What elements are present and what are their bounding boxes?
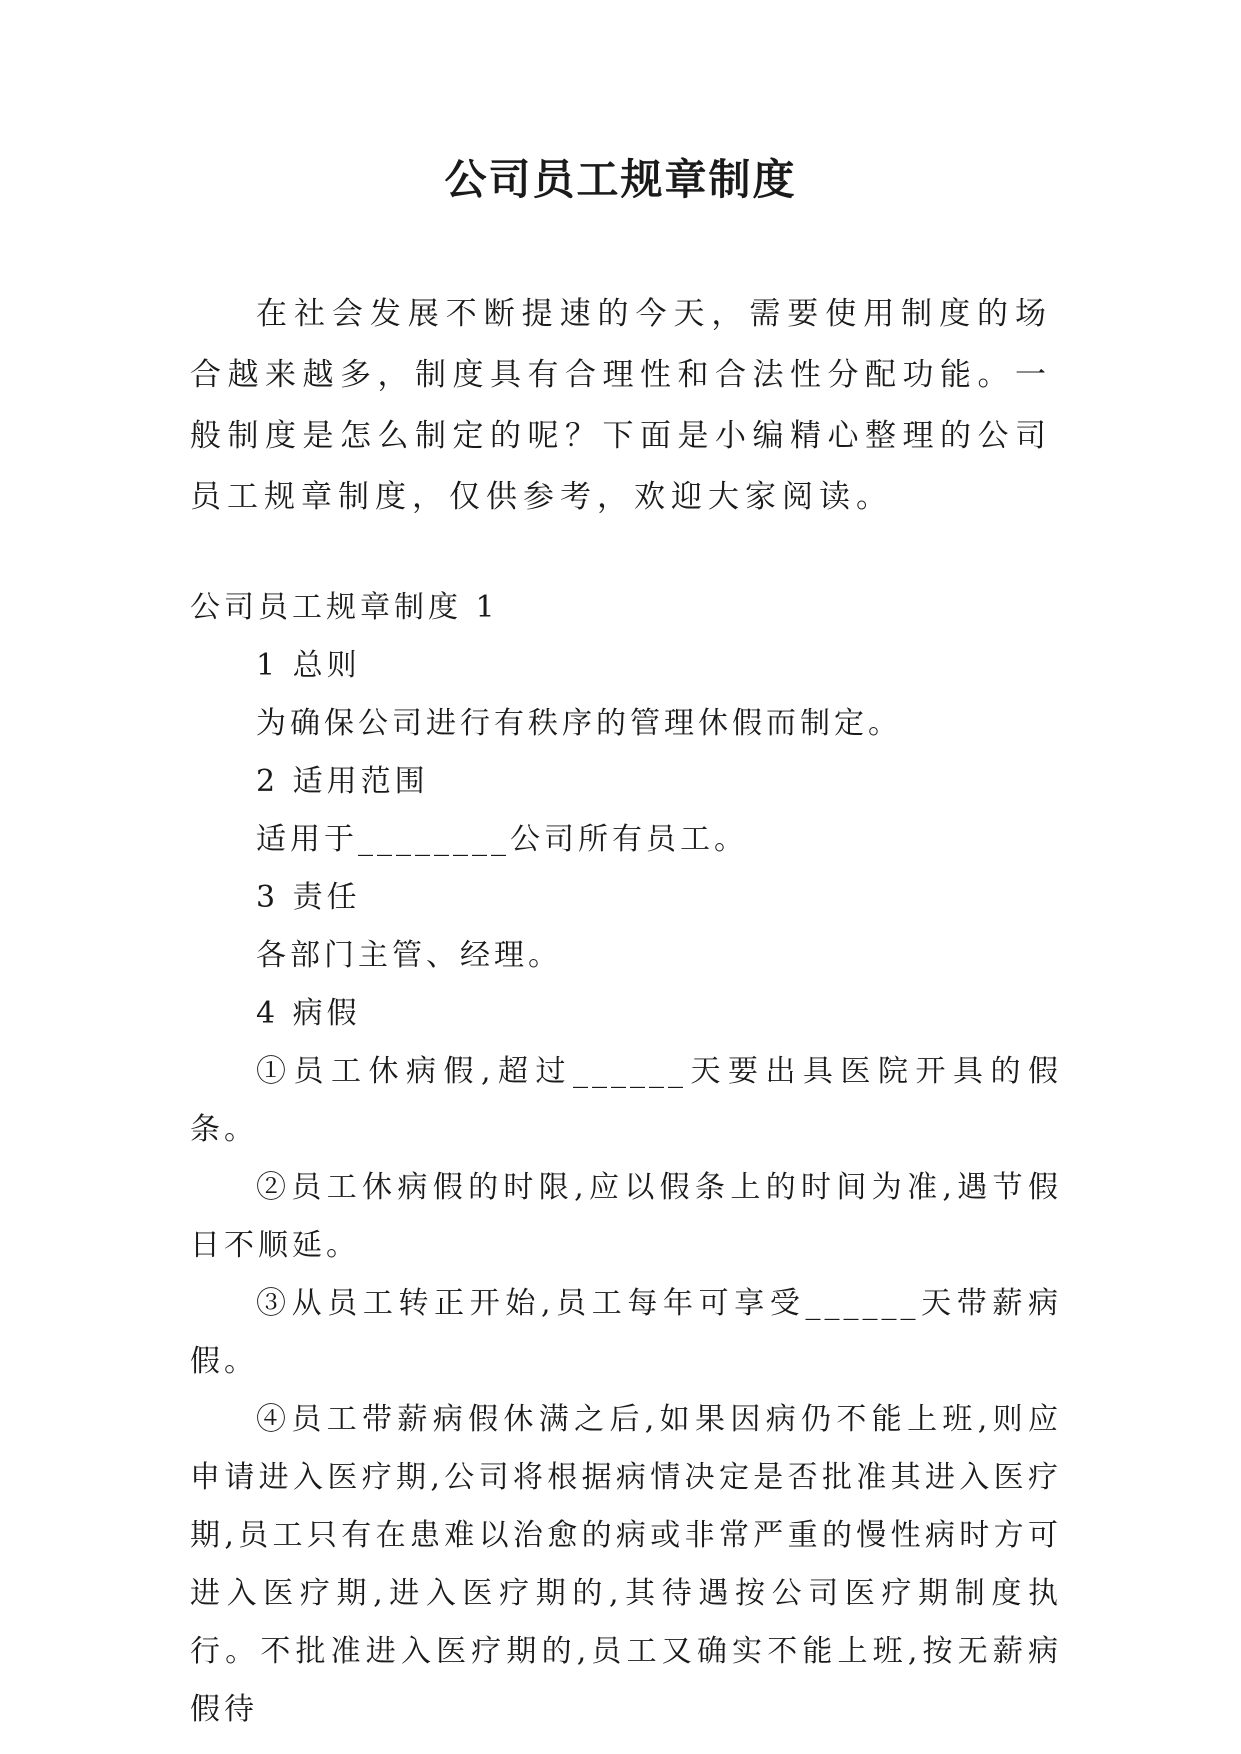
paragraph-purpose: 为确保公司进行有秩序的管理休假而制定。 xyxy=(256,706,902,741)
heading-responsibility: 3 责任 xyxy=(256,880,361,915)
section-body xyxy=(190,637,1062,1739)
sick-leave-rule-2: ②员工休病假的时限,应以假条上的时间为准,遇节假日不顺延。 xyxy=(190,1170,1062,1263)
intro-paragraph: 在社会发展不断提速的今天，需要使用制度的场合越来越多，制度具有合理性和合法性分配功能。一般制度是怎么制定的呢？下面是小编精心整理的公司员工规章制度，仅供参考，欢迎大家阅读。 xyxy=(190,296,1052,515)
paragraph-responsibility: 各部门主管、经理。 xyxy=(256,938,562,973)
heading-sick-leave: 4 病假 xyxy=(256,996,361,1031)
sick-leave-rule-1: ①员工休病假,超过______天要出具医院开具的假条。 xyxy=(190,1054,1062,1147)
sick-leave-rule-4: ④员工带薪病假休满之后,如果因病仍不能上班,则应申请进入医疗期,公司将根据病情决定是否批准其进入医疗期,员工只有在患难以治愈的病或非常严重的慢性病时方可进入医疗期,进入医疗期的,其待遇按公司医疗期制度执行。不批准进入医疗期的,员工又确实不能上班,按无薪病假待 xyxy=(190,1402,1062,1727)
document-title: 公司员工规章制度 xyxy=(444,155,797,204)
heading-scope: 2 适用范围 xyxy=(256,764,429,799)
heading-general: 1 总则 xyxy=(256,648,361,683)
sick-leave-rule-3: ③从员工转正开始,员工每年可享受______天带薪病假。 xyxy=(190,1286,1062,1379)
paragraph-scope: 适用于________公司所有员工。 xyxy=(256,822,748,857)
section-heading: 公司员工规章制度 1 xyxy=(190,590,499,625)
